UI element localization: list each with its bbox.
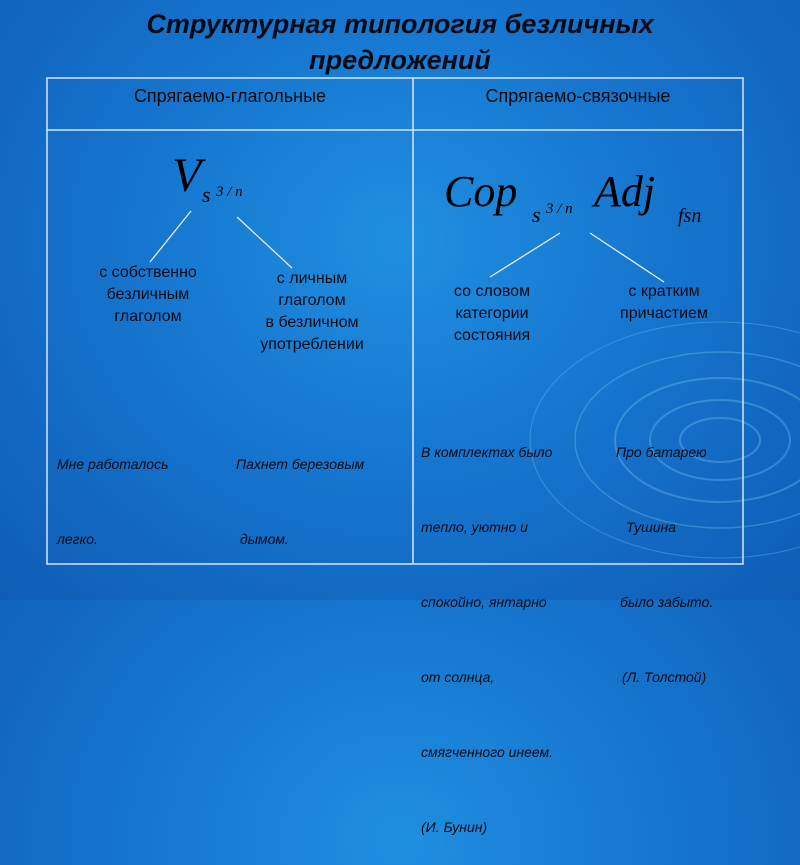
example-line: было забыто. xyxy=(620,594,714,610)
example-line: тепло, уютно и xyxy=(421,519,528,535)
example-line: смягченного инеем. xyxy=(421,744,554,760)
example-line: (Л. Толстой) xyxy=(622,669,707,685)
example-line: спокойно, янтарно xyxy=(421,594,547,610)
label-line: с собственно xyxy=(99,264,197,281)
label-line: глаголом xyxy=(114,308,182,325)
label-line: причастием xyxy=(620,305,708,322)
label-line: глаголом xyxy=(278,292,346,309)
example-line: В комплектах было xyxy=(421,444,553,460)
label-line: с личным xyxy=(276,270,348,287)
label-line: состояния xyxy=(453,327,531,344)
title-line-1: Структурная типология безличных xyxy=(146,9,654,39)
left-column-header: Спрягаемо-глагольные xyxy=(133,86,327,106)
example-left-1 xyxy=(57,402,168,577)
formula-v: V xyxy=(172,149,202,202)
example-line: Пахнет березовым xyxy=(236,456,365,472)
example-right-2 xyxy=(616,390,713,715)
example-line: (И. Бунин) xyxy=(421,819,488,835)
formula-adj: Adj xyxy=(594,167,656,216)
example-line: дымом. xyxy=(240,531,289,547)
example-line: Тушина xyxy=(626,519,676,535)
label-line: категории xyxy=(455,305,529,322)
example-right-1 xyxy=(421,390,553,865)
formula-v-sup: 3 / n xyxy=(216,184,243,200)
label-own-impersonal-verb xyxy=(78,262,218,328)
right-branch-line-2 xyxy=(590,233,664,282)
formula-cop: Cop xyxy=(444,167,518,216)
right-column-header: Спрягаемо-связочные xyxy=(485,86,671,106)
right-formula xyxy=(444,168,734,238)
formula-adj-sub: fsn xyxy=(678,205,702,227)
formula-cop-sub: s xyxy=(532,202,541,227)
example-line: Про батарею xyxy=(616,444,707,460)
example-line: легко. xyxy=(57,531,98,547)
left-formula xyxy=(172,150,292,220)
label-line: с кратким xyxy=(628,283,700,300)
left-branch-line-2 xyxy=(237,217,292,268)
label-line: в безличном xyxy=(265,314,359,331)
label-line: со словом xyxy=(453,283,531,300)
example-left-2 xyxy=(236,402,364,577)
formula-v-sub: s xyxy=(202,182,211,207)
label-line: безличным xyxy=(106,286,190,303)
label-personal-verb-impersonal-use xyxy=(236,268,388,356)
title-line-2: предложений xyxy=(309,45,491,75)
example-line: от солнца, xyxy=(421,669,495,685)
right-branch-line-1 xyxy=(490,233,560,277)
label-state-category-word xyxy=(430,281,554,347)
formula-cop-sup: 3 / n xyxy=(546,201,573,217)
example-line: Мне работалось xyxy=(57,456,169,472)
label-line: употреблении xyxy=(260,336,364,353)
label-short-participle xyxy=(600,281,728,325)
